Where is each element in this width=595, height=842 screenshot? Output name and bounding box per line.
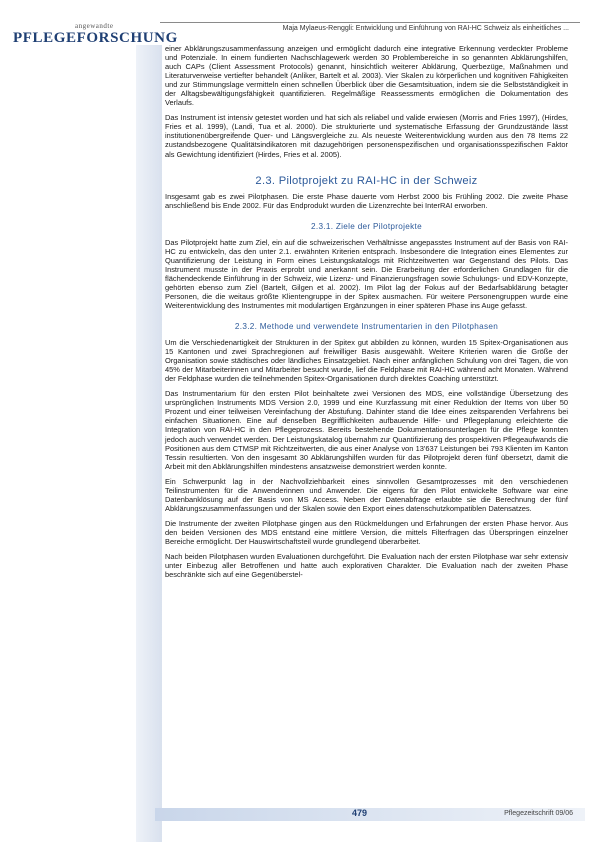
header-rule bbox=[160, 22, 580, 23]
logo-wordmark: PFLEGEFORSCHUNG bbox=[13, 30, 178, 46]
journal-logo bbox=[13, 22, 178, 52]
footer-source: Pflegezeitschrift 09/06 bbox=[504, 810, 573, 817]
paragraph: Das Instrumentarium für den ersten Pilot beinhaltete zwei Versionen des MDS, eine vollständige Übersetzung des ursprünglichen Instruments MDS Version 2.0, 1999 und eine Kurzfassung mit einer Reduktion der Items von über 50 Prozent und einer teilweisen Vereinfachung der Abstufung. Dahinter stand die Idee eines zeitsparenden Verfahrens bei einfachen Situationen. Eine auf denselben Begrifflichkeiten aufbauende Hilfe- und Pflegeplanung erleichterte die Integration von RAI-HC in den Pflegeprozess. Bereits bestehende Dokumentationsunterlagen für die Pflege konnten jedoch auch verwendet werden. Der Leistungskatalog übernahm zur Quantifizierung des prospektiven Pflegeaufwands die Positionen aus dem CTMSP mit Richtzeitwerten, die aus einer Analyse von 13'637 Leistungen bei 793 Klienten im Kanton Tessin resultierten. Von den insgesamt 30 Abklärungshilfen wurden für das Pilotprojekt deren fünf übersetzt, damit die Arbeit mit den Abklärungshilfen mindestens ansatzweise demonstriert werden konnte. bbox=[165, 389, 568, 471]
paragraph: Um die Verschiedenartigkeit der Strukturen in der Spitex gut abbilden zu können, wurden 15 Spitex-Organisationen aus 15 Kantonen und zwei Sprachregionen auf freiwilliger Basis ausgewählt. Weitere Kriterien waren die Größe der Organisation sowie städtisches oder ländliches Einsatzgebiet. Nach einer anfänglichen Schulung von drei Tagen, die von 45% der Mitarbeiterinnen und Mitarbeiter besucht wurde, lief die Feldphase mit RAI-HC während acht Monaten. Während der Feldphase wurden die teilnehmenden Spitex-Organisationen durch direktes Coaching unterstützt. bbox=[165, 338, 568, 384]
left-margin bbox=[0, 0, 155, 842]
paragraph: Nach beiden Pilotphasen wurden Evaluationen durchgeführt. Die Evaluation nach der ersten Pilotphase war sehr extensiv unter Einbezug aller Betroffenen und hatte auch explorativen Charakter. Die Evaluation nach der zweiten Phase beschränkte sich auf eine Gegenüberstel- bbox=[165, 552, 568, 580]
paragraph: Die Instrumente der zweiten Pilotphase gingen aus den Rückmeldungen und Erfahrungen der ersten Phase hervor. Aus den beiden Versionen des MDS entstand eine mittlere Version, die mittels Filterfragen das Überspringen einzelner Bereiche ermöglicht. Der Hauswirtschaftsteil wurde grundlegend überarbeitet. bbox=[165, 518, 568, 546]
running-title: Maja Mylaeus-Renggli: Entwicklung und Einführung von RAI-HC Schweiz als einheitliches ... bbox=[282, 25, 569, 32]
page-number: 479 bbox=[352, 808, 368, 818]
paragraph: Das Pilotprojekt hatte zum Ziel, ein auf die schweizerischen Verhältnisse angepasstes Instrument auf der Basis von RAI-HC zu entwickeln, das den unter 2.1. erwähnten Kriterien entsprach. Insbesondere die Integration eines Elementes zur Quantifizierung der Leistung in Form eines Leistungskatalogs mit Richtzeitwerten war Gegenstand des Pilots. Das Instrument musste in der Praxis erprobt und anerkannt sein. Die Erarbeitung der erforderlichen Grundlagen für die flächendeckende Einführung in der Schweiz, wie Lizenz- und Finanzierungsfragen sowie Schulungs- und EDV-Konzepte, gehörten ebenso zum Ziel (Bartelt, Gilgen et al. 2002). Im Pilot lag der Fokus auf der Bedarfsabklärung betagter Personen, die die weitaus größte Klientengruppe in der Spitex ausmachen. Für weitere Personengruppen wurde eine Weiterentwicklung des Instrumentes mit modulartigen Ergänzungen in einer späteren Phase ins Auge gefasst. bbox=[165, 237, 568, 310]
left-decorative-band bbox=[136, 45, 162, 842]
article-body bbox=[165, 44, 568, 585]
paragraph: Das Instrument ist intensiv getestet worden und hat sich als reliabel und valide erwiesen (Morris and Fries 1997), (Hirdes, Fries et al. 1999), (Landi, Tua et al. 2000). Die strukturierte und systematische Erfassung der Grundzustände lässt institutionenübergreifende Quer- und Längsvergleiche zu. Als neueste Weiterentwicklung wurden aus den 78 Items 22 zustandsbezogene Qualitätsindikatoren mit dazugehörigen personenspezifischen und organisationsspezifischen Faktor als Gewichtung identifiziert (Hirdes, Fries et al. 2005). bbox=[165, 113, 568, 159]
paragraph: einer Abklärungszusammenfassung anzeigen und ermöglicht dadurch eine integrative Erkennung verdeckter Probleme und Potenziale. In einem fundierten Nachschlagewerk werden 30 Problembereiche in so genannten Abklärungshilfen, auch CAPs (Client Assessment Protocols) genannt, hinsichtlich weiterer Abklärung, Querbezüge, Maßnahmen und Literaturverweise vertiefter behandelt (Anliker, Bartelt et al. 2003). Vier Skalen zu körperlichen und kognitiven Fähigkeiten und zur Stimmungslage vermitteln einen schnellen Überblick über die Gesamtsituation, indem sie die Selbstständigkeit in der Alltagsbewältigungsfähigkeit quantifizieren. Regelmäßige Reassessments ermöglichen die Dokumentation des Verlaufs. bbox=[165, 44, 568, 108]
section-heading-2-3-2: 2.3.2. Methode und verwendete Instrumentarien in den Pilotphasen bbox=[234, 322, 499, 332]
section-heading-2-3-1: 2.3.1. Ziele der Pilotprojekte bbox=[311, 221, 422, 231]
section-heading-2-3: 2.3. Pilotprojekt zu RAI-HC in der Schweiz bbox=[255, 174, 478, 187]
paragraph: Ein Schwerpunkt lag in der Nachvollziehbarkeit eines sinnvollen Gesamtprozesses mit den verschiedenen Teilinstrumenten für die Anwenderinnen und Anwender. Die eigens für den Pilot entwickelte Software war eine Datenbanklösung auf der Basis von MS Access. Neben der Datenabfrage erlaubte sie die Berechnung der fünf Abklärungszusammenfassungen und der Skalen sowie den Export eines datenschutzkompatiblen Datensatzes. bbox=[165, 476, 568, 513]
logo-kicker: angewandte bbox=[75, 22, 114, 30]
paragraph: Insgesamt gab es zwei Pilotphasen. Die erste Phase dauerte vom Herbst 2000 bis Frühling 2002. Die zweite Phase anschließend bis Ende 2002. Für das Endprodukt wurden die Lizenzrechte bei InterRAI erworben. bbox=[165, 191, 568, 210]
